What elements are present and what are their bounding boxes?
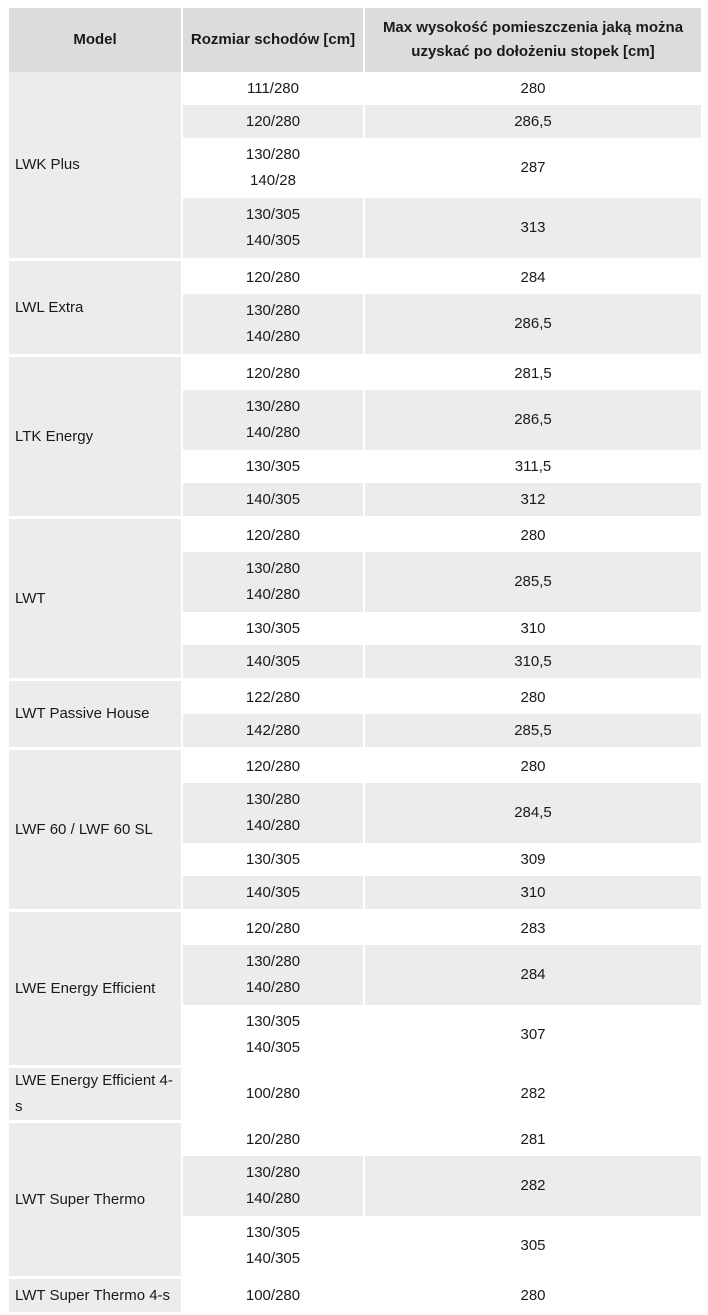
height-cell: 282: [364, 1067, 701, 1122]
model-cell: LWT Super Thermo 4-s: [9, 1278, 182, 1314]
size-value: 120/280: [245, 112, 301, 130]
stairs-height-table: [9, 8, 701, 1315]
size-value: 130/280: [245, 953, 301, 970]
size-value: 140/280: [245, 979, 301, 996]
size-value: 140/280: [245, 424, 301, 441]
size-cell: [182, 843, 364, 876]
header-size: Rozmiar schodów [cm]: [182, 8, 364, 72]
size-cell: [182, 518, 364, 553]
size-value: 130/305: [245, 1013, 301, 1030]
size-value: 130/305: [245, 457, 301, 475]
size-value: 140/305: [245, 1250, 301, 1267]
size-cell: [182, 1278, 364, 1314]
height-cell: 307: [364, 1005, 701, 1067]
size-value: 130/280: [245, 302, 301, 319]
size-value: 140/305: [245, 1039, 301, 1056]
table-row: [9, 260, 701, 295]
height-cell: 284,5: [364, 783, 701, 843]
size-value: 122/280: [245, 688, 301, 706]
size-value: 130/280: [245, 560, 301, 577]
height-cell: 280: [364, 749, 701, 784]
size-value: 100/280: [245, 1085, 301, 1102]
model-cell: LWK Plus: [9, 72, 182, 260]
table-row: [9, 518, 701, 553]
size-value: 140/305: [245, 490, 301, 508]
model-cell: LTK Energy: [9, 356, 182, 518]
size-cell: [182, 450, 364, 483]
height-cell: 280: [364, 518, 701, 553]
height-cell: 312: [364, 483, 701, 518]
size-value: 120/280: [245, 757, 301, 775]
size-cell: [182, 72, 364, 105]
height-cell: 283: [364, 911, 701, 946]
table-row: [9, 1067, 701, 1122]
size-cell: [182, 198, 364, 260]
size-value: 130/305: [245, 850, 301, 868]
height-cell: 282: [364, 1156, 701, 1216]
size-cell: [182, 749, 364, 784]
size-value: 120/280: [245, 268, 301, 286]
size-value: 130/280: [245, 1164, 301, 1181]
size-value: 120/280: [245, 526, 301, 544]
height-cell: 280: [364, 680, 701, 715]
height-cell: 281: [364, 1122, 701, 1157]
size-value: 130/280: [245, 791, 301, 808]
size-value: 130/305: [245, 206, 301, 223]
size-value: 140/280: [245, 1190, 301, 1207]
height-cell: 310,5: [364, 645, 701, 680]
size-cell: [182, 1156, 364, 1216]
size-cell: [182, 876, 364, 911]
table-header-row: [9, 8, 701, 72]
size-cell: [182, 260, 364, 295]
size-value: 130/305: [245, 619, 301, 637]
size-value: 130/280: [245, 398, 301, 415]
table-row: [9, 911, 701, 946]
size-value: 130/305: [245, 1224, 301, 1241]
height-cell: 309: [364, 843, 701, 876]
table-row: [9, 72, 701, 105]
height-cell: 280: [364, 1278, 701, 1314]
height-cell: 313: [364, 198, 701, 260]
model-cell: LWE Energy Efficient: [9, 911, 182, 1067]
size-value: 100/280: [245, 1286, 301, 1304]
size-value: 140/280: [245, 328, 301, 345]
height-cell: 286,5: [364, 390, 701, 450]
size-cell: [182, 945, 364, 1005]
size-cell: [182, 138, 364, 198]
size-value: 140/280: [245, 586, 301, 603]
size-cell: [182, 356, 364, 391]
height-cell: 286,5: [364, 294, 701, 356]
model-cell: LWT: [9, 518, 182, 680]
table-row: [9, 1122, 701, 1157]
size-cell: [182, 645, 364, 680]
height-cell: 285,5: [364, 552, 701, 612]
table-body: [9, 72, 701, 1314]
size-cell: [182, 552, 364, 612]
height-cell: 284: [364, 945, 701, 1005]
size-cell: [182, 1005, 364, 1067]
size-cell: [182, 680, 364, 715]
height-cell: 281,5: [364, 356, 701, 391]
table-row: [9, 749, 701, 784]
size-cell: [182, 1122, 364, 1157]
size-value: 130/280: [245, 146, 301, 163]
size-cell: [182, 294, 364, 356]
model-cell: LWL Extra: [9, 260, 182, 356]
size-value: 140/280: [245, 817, 301, 834]
size-cell: [182, 911, 364, 946]
height-cell: 287: [364, 138, 701, 198]
size-cell: [182, 612, 364, 645]
size-cell: [182, 105, 364, 138]
height-cell: 280: [364, 72, 701, 105]
size-value: 120/280: [245, 1130, 301, 1148]
size-value: 140/305: [245, 883, 301, 901]
header-height: [364, 8, 701, 72]
size-value: 140/305: [245, 232, 301, 249]
model-cell: LWE Energy Efficient 4-s: [9, 1067, 182, 1122]
size-value: 120/280: [245, 919, 301, 937]
size-cell: [182, 1216, 364, 1278]
height-cell: 310: [364, 612, 701, 645]
size-cell: [182, 714, 364, 749]
header-height-line1: Max wysokość pomieszczenia jaką można: [382, 19, 684, 36]
model-cell: LWT Passive House: [9, 680, 182, 749]
model-cell: LWT Super Thermo: [9, 1122, 182, 1278]
size-cell: [182, 390, 364, 450]
height-cell: 286,5: [364, 105, 701, 138]
size-value: 120/280: [245, 364, 301, 382]
header-model: Model: [9, 8, 182, 72]
size-value: 111/280: [247, 79, 299, 97]
size-value: 142/280: [245, 721, 301, 739]
height-cell: 305: [364, 1216, 701, 1278]
size-cell: [182, 783, 364, 843]
table-row: [9, 356, 701, 391]
height-cell: 311,5: [364, 450, 701, 483]
size-value: 140/305: [245, 652, 301, 670]
size-value: 140/28: [250, 172, 296, 189]
height-cell: 285,5: [364, 714, 701, 749]
height-cell: 310: [364, 876, 701, 911]
table-row: [9, 1278, 701, 1314]
model-cell: LWF 60 / LWF 60 SL: [9, 749, 182, 911]
header-height-line2: uzyskać po dołożeniu stopek [cm]: [411, 43, 655, 60]
height-cell: 284: [364, 260, 701, 295]
size-cell: [182, 483, 364, 518]
table-row: [9, 680, 701, 715]
size-cell: [182, 1067, 364, 1122]
